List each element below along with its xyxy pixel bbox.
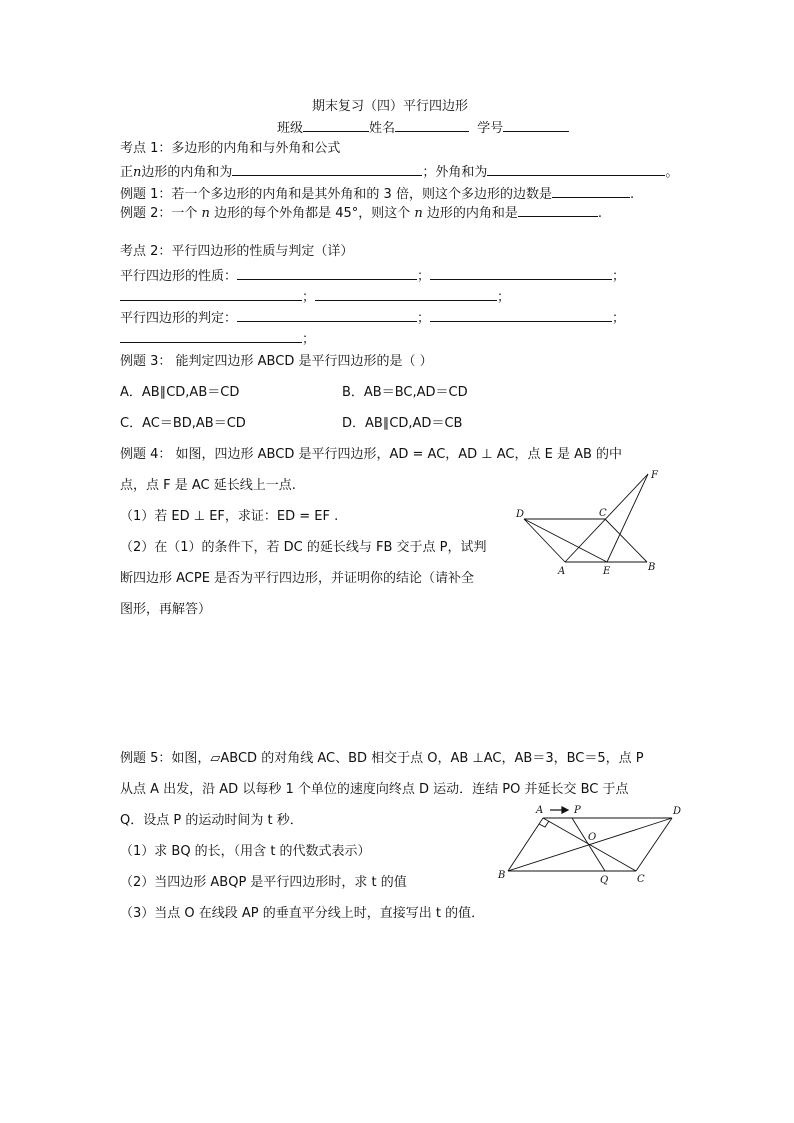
example-4-figure: [512, 467, 672, 577]
example-3-stem: 例题 3： 能判定四边形 ABCD 是平行四边形的是（ ）: [120, 354, 433, 369]
name-blank[interactable]: [395, 118, 469, 132]
class-blank[interactable]: [303, 118, 369, 132]
property-blank-2[interactable]: [430, 266, 612, 280]
example-5-question-2: （2）当四边形 ABQP 是平行四边形时，求 t 的值: [120, 875, 407, 890]
judgment-blank-2[interactable]: [430, 308, 612, 322]
option-b[interactable]: B．AB＝BC,AD＝CD: [342, 385, 468, 400]
point-label-p: P: [574, 805, 581, 816]
semicolon: ；: [497, 290, 511, 305]
example-4-question-2a: （2）在（1）的条件下，若 DC 的延长线与 FB 交于点 P，试判: [120, 540, 487, 555]
judgment-blank-3[interactable]: [120, 329, 302, 343]
semicolon: ；: [612, 311, 626, 326]
property-blank-1[interactable]: [237, 266, 417, 280]
judgments-line-1: [120, 308, 625, 327]
example-2-text-b: 边形的每个外角都是 45°，则这个: [214, 206, 411, 221]
example-5-question-3: （3）当点 O 在线段 AP 的垂直平分线上时，直接写出 t 的值．: [120, 906, 485, 921]
point-label-b: B: [648, 562, 656, 573]
formula-prefix: 正: [120, 165, 134, 180]
example-4-question-1: （1）若 ED ⊥ EF，求证：ED = EF .: [120, 509, 339, 524]
point-label-c: C: [637, 874, 645, 885]
option-d[interactable]: D．AB∥CD,AD＝CB: [342, 416, 463, 431]
point-label-d: D: [516, 509, 525, 520]
example-1: [120, 184, 634, 203]
option-a[interactable]: A．AB∥CD,AB＝CD: [120, 385, 240, 400]
example-2-text-c: 边形的内角和是: [426, 206, 518, 221]
class-label: 班级: [277, 121, 304, 136]
example-4-question-2c: 图形，再解答）: [120, 602, 212, 617]
section-2-title: 考点 2：平行四边形的性质与判定（详）: [120, 244, 354, 259]
formula-end: 。: [665, 165, 679, 180]
example-1-blank[interactable]: [552, 184, 630, 198]
point-label-o: O: [588, 832, 597, 843]
semicolon: ；: [417, 269, 431, 284]
example-5-figure: [492, 800, 692, 885]
point-label-q: Q: [600, 875, 609, 885]
example-1-text: 例题 1：若一个多边形的内角和是其外角和的 3 倍，则这个多边形的边数是: [120, 187, 552, 202]
point-label-c: C: [599, 508, 607, 519]
formula-interior-label: 边形的内角和为: [141, 165, 233, 180]
example-4-question-2b: 断四边形 ACPE 是否为平行四边形，并证明你的结论（请补全: [120, 571, 475, 586]
judgment-blank-1[interactable]: [237, 308, 417, 322]
semicolon: ；: [612, 269, 626, 284]
semicolon: ；: [302, 290, 316, 305]
name-label: 姓名: [369, 121, 396, 136]
semicolon: ；: [417, 311, 431, 326]
polygon-formula-line: [120, 162, 678, 181]
property-blank-3[interactable]: [120, 287, 302, 301]
student-info-header: [277, 118, 569, 137]
example-5-line-3: Q．设点 P 的运动时间为 t 秒．: [120, 813, 303, 828]
example-4-line-2: 点，点 F 是 AC 延长线上一点.: [120, 478, 296, 493]
example-4-line-1: 例题 4： 如图，四边形 ABCD 是平行四边形，AD = AC，AD ⊥ AC，点 E 是 AB 的中: [120, 447, 623, 462]
point-label-a: A: [536, 805, 544, 816]
example-1-end: .: [629, 187, 635, 202]
point-label-d: D: [673, 806, 682, 817]
option-c[interactable]: C．AC＝BD,AB＝CD: [120, 416, 246, 431]
semicolon: ；: [302, 332, 316, 347]
example-5-line-2: 从点 A 出发，沿 AD 以每秒 1 个单位的速度向终点 D 运动．连结 PO 并延长交 BC 于点: [120, 782, 629, 797]
id-blank[interactable]: [503, 118, 569, 132]
formula-exterior-label: ；外角和为: [422, 165, 488, 180]
example-5-question-1: （1）求 BQ 的长，（用含 t 的代数式表示）: [120, 844, 371, 859]
point-label-f: F: [651, 470, 658, 481]
interior-sum-blank[interactable]: [232, 162, 422, 176]
var-n: n: [414, 206, 423, 221]
point-label-b: B: [498, 870, 506, 881]
point-label-e: E: [603, 566, 611, 577]
example-2-blank[interactable]: [518, 203, 598, 217]
example-2-text-a: 例题 2：一个: [120, 206, 198, 221]
properties-line-1: [120, 266, 625, 285]
example-2: [120, 203, 602, 222]
judgments-line-2: [120, 329, 315, 348]
properties-line-2: [120, 287, 510, 306]
exterior-sum-blank[interactable]: [487, 162, 665, 176]
var-n: n: [201, 206, 210, 221]
point-label-a: A: [558, 566, 566, 577]
example-2-end: .: [597, 206, 603, 221]
properties-label: 平行四边形的性质：: [120, 269, 238, 284]
judgments-label: 平行四边形的判定：: [120, 311, 238, 326]
id-label: 学号: [477, 121, 504, 136]
example-5-line-1: 例题 5：如图，▱ABCD 的对角线 AC、BD 相交于点 O，AB ⊥AC，AB＝3，BC＝5，点 P: [120, 751, 644, 766]
page-title: 期末复习（四）平行四边形: [312, 99, 469, 114]
property-blank-4[interactable]: [315, 287, 497, 301]
section-1-title: 考点 1：多边形的内角和与外角和公式: [120, 141, 341, 156]
var-n: n: [133, 165, 142, 180]
